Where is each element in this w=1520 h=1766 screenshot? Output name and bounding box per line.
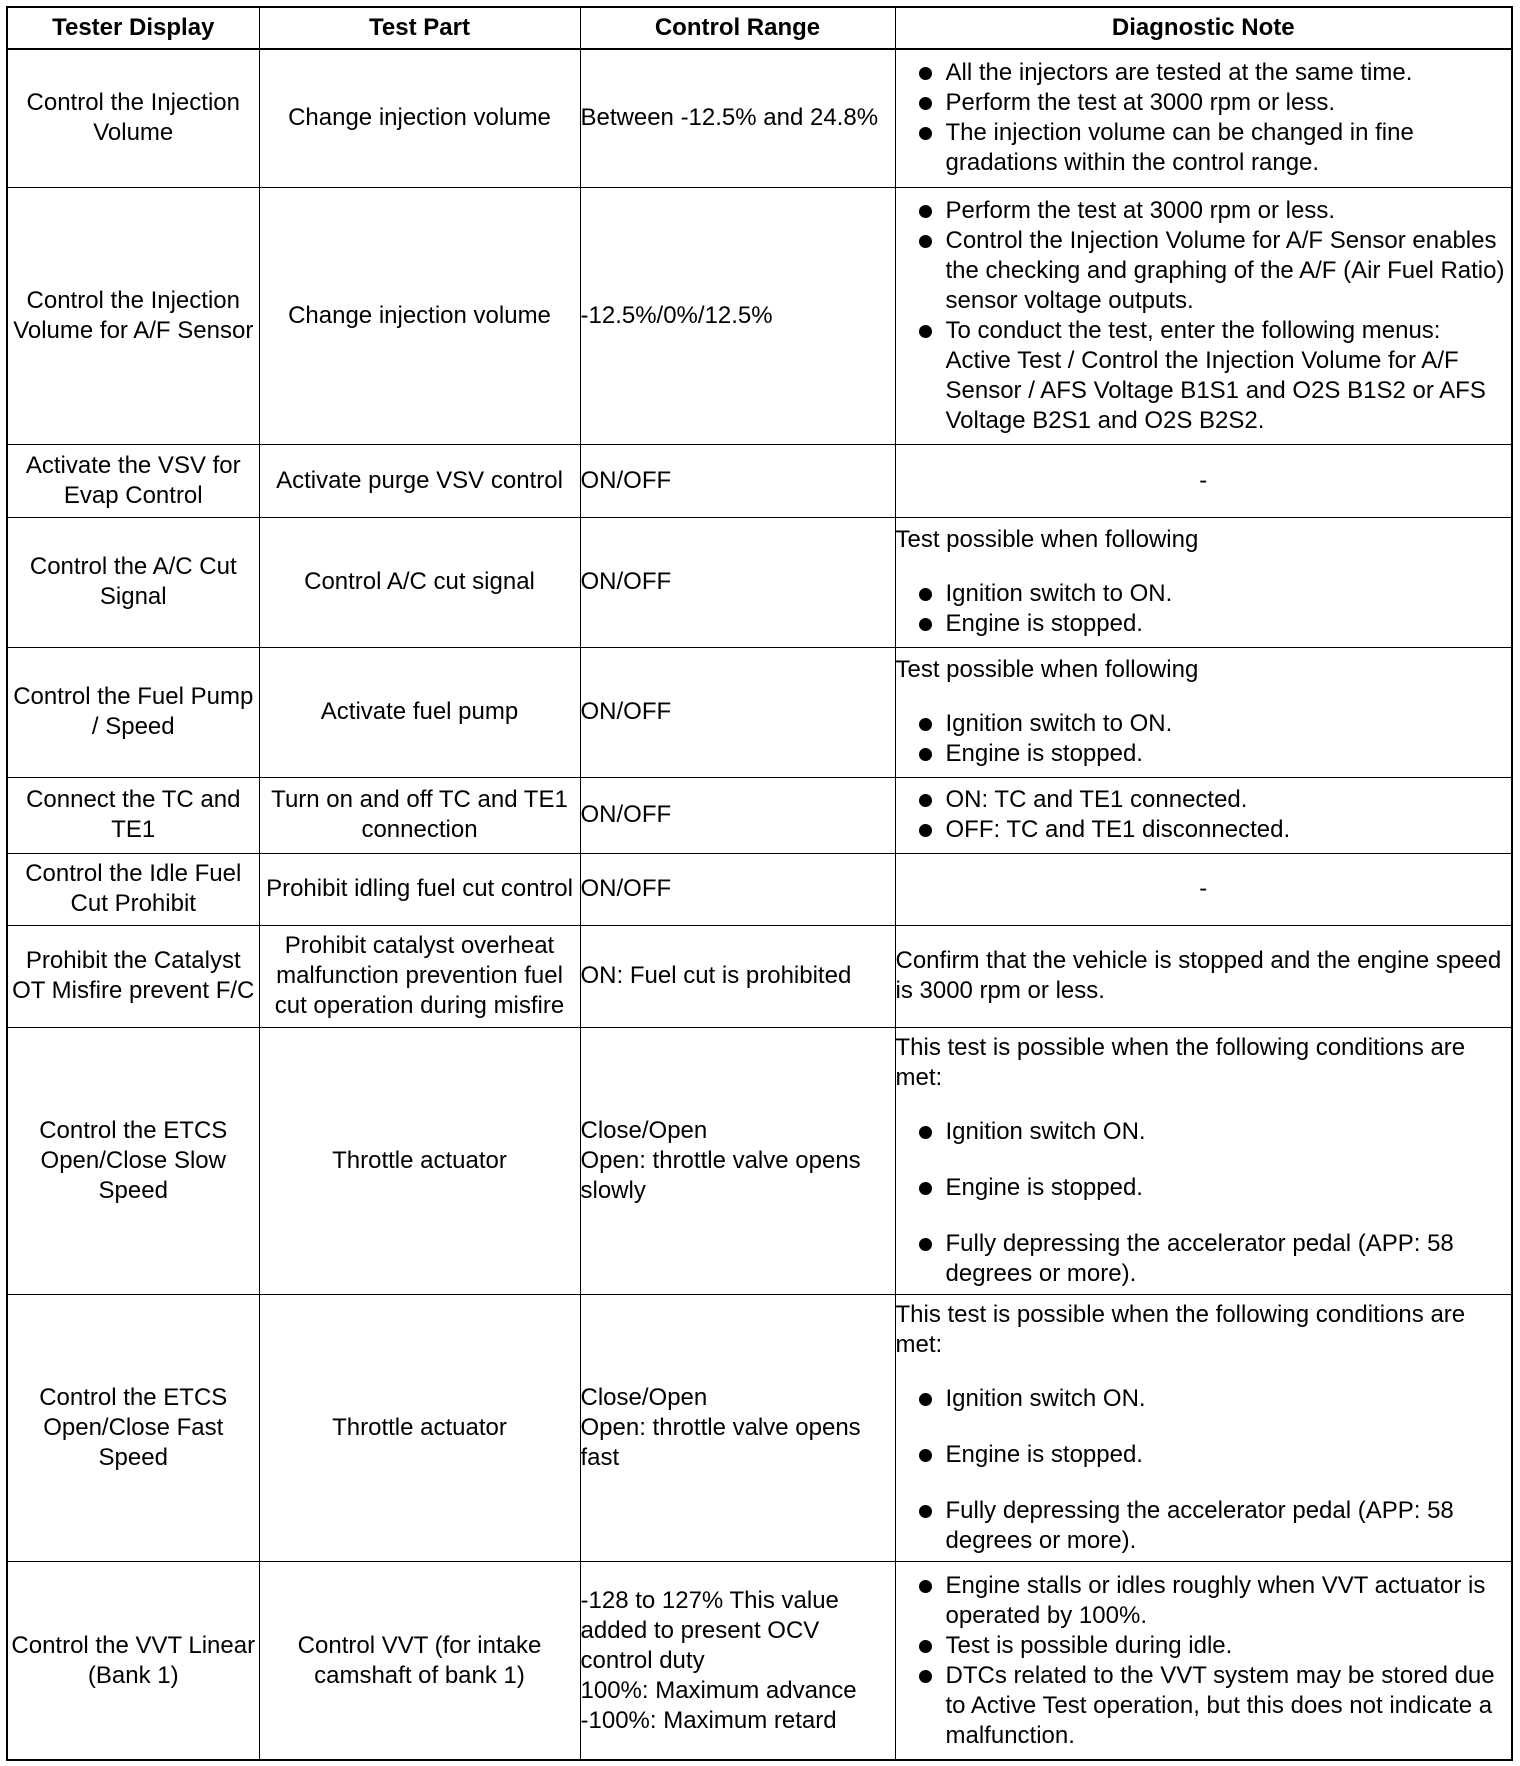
test-part-cell: Control VVT (for intake camshaft of bank 1) bbox=[259, 1562, 580, 1760]
note-bullet-list bbox=[896, 1117, 1512, 1289]
diagnostic-note-cell bbox=[895, 777, 1512, 853]
test-part-cell: Change injection volume bbox=[259, 187, 580, 444]
test-part-cell: Throttle actuator bbox=[259, 1295, 580, 1562]
note-intro: Test possible when following bbox=[895, 526, 1199, 554]
control-range-cell: -128 to 127% This value added to present OCV control duty 100%: Maximum advance -100%: Maximum retard bbox=[580, 1562, 895, 1760]
control-range-cell: Close/Open Open: throttle valve opens slowly bbox=[580, 1027, 895, 1294]
note-bullet-list bbox=[896, 785, 1512, 845]
table-row bbox=[7, 444, 1512, 517]
diagnostic-note-cell bbox=[895, 1027, 1512, 1294]
control-range-cell: ON: Fuel cut is prohibited bbox=[580, 925, 895, 1027]
control-range-cell: ON/OFF bbox=[580, 777, 895, 853]
tester-display-cell: Control the Fuel Pump / Speed bbox=[7, 647, 259, 777]
header-control-range: Control Range bbox=[580, 7, 895, 49]
test-part-cell: Change injection volume bbox=[259, 49, 580, 187]
table-row bbox=[7, 1027, 1512, 1294]
tester-display-cell: Activate the VSV for Evap Control bbox=[7, 444, 259, 517]
note-bullet-list bbox=[896, 58, 1512, 178]
note-bullet: DTCs related to the VVT system may be stored due to Active Test operation, but this does not indicate a malfunction. bbox=[896, 1661, 1512, 1751]
test-part-cell: Throttle actuator bbox=[259, 1027, 580, 1294]
note-bullet: All the injectors are tested at the same time. bbox=[896, 58, 1512, 88]
test-part-cell: Control A/C cut signal bbox=[259, 517, 580, 647]
note-bullet: Control the Injection Volume for A/F Sensor enables the checking and graphing of the A/F (Air Fuel Ratio) sensor voltage outputs. bbox=[896, 226, 1512, 316]
test-part-cell: Prohibit catalyst overheat malfunction prevention fuel cut operation during misfire bbox=[259, 925, 580, 1027]
diagnostic-note-cell: - bbox=[895, 444, 1512, 517]
note-bullet: Perform the test at 3000 rpm or less. bbox=[896, 196, 1512, 226]
note-intro: Test possible when following bbox=[895, 656, 1199, 684]
tester-display-cell: Prohibit the Catalyst OT Misfire prevent F/C bbox=[7, 925, 259, 1027]
control-range-cell: Close/Open Open: throttle valve opens fast bbox=[580, 1295, 895, 1562]
diagnostic-note-cell bbox=[895, 1562, 1512, 1760]
table-row bbox=[7, 1295, 1512, 1562]
header-diagnostic-note: Diagnostic Note bbox=[895, 7, 1512, 49]
tester-display-cell: Connect the TC and TE1 bbox=[7, 777, 259, 853]
note-bullet-list bbox=[896, 1571, 1512, 1751]
note-bullet: Perform the test at 3000 rpm or less. bbox=[896, 88, 1512, 118]
header-tester-display: Tester Display bbox=[7, 7, 259, 49]
note-intro: This test is possible when the following conditions are met: bbox=[895, 1034, 1466, 1092]
note-bullet-list bbox=[896, 709, 1512, 769]
control-range-cell: ON/OFF bbox=[580, 444, 895, 517]
test-part-cell: Prohibit idling fuel cut control bbox=[259, 853, 580, 925]
note-bullet: Ignition switch ON. bbox=[896, 1384, 1512, 1414]
test-part-cell: Activate fuel pump bbox=[259, 647, 580, 777]
active-test-table bbox=[6, 6, 1513, 1761]
table-row bbox=[7, 925, 1512, 1027]
note-bullet: To conduct the test, enter the following menus: Active Test / Control the Injection Volume for A/F Sensor / AFS Voltage B1S1 and O2S B1S2 or AFS Voltage B2S1 and O2S B2S2. bbox=[896, 316, 1512, 436]
test-part-cell: Activate purge VSV control bbox=[259, 444, 580, 517]
tester-display-cell: Control the ETCS Open/Close Fast Speed bbox=[7, 1295, 259, 1562]
note-bullet: Ignition switch ON. bbox=[896, 1117, 1512, 1147]
note-bullet: Fully depressing the accelerator pedal (APP: 58 degrees or more). bbox=[896, 1496, 1512, 1556]
table-row bbox=[7, 777, 1512, 853]
tester-display-cell: Control the VVT Linear (Bank 1) bbox=[7, 1562, 259, 1760]
note-bullet: Ignition switch to ON. bbox=[896, 709, 1512, 739]
note-bullet: Fully depressing the accelerator pedal (APP: 58 degrees or more). bbox=[896, 1229, 1512, 1289]
note-bullet: Engine is stopped. bbox=[896, 609, 1512, 639]
table-row bbox=[7, 49, 1512, 187]
tester-display-cell: Control the ETCS Open/Close Slow Speed bbox=[7, 1027, 259, 1294]
control-range-cell: -12.5%/0%/12.5% bbox=[580, 187, 895, 444]
note-bullet: OFF: TC and TE1 disconnected. bbox=[896, 815, 1512, 845]
diagnostic-note-cell bbox=[895, 517, 1512, 647]
diagnostic-note-cell: Confirm that the vehicle is stopped and the engine speed is 3000 rpm or less. bbox=[895, 925, 1512, 1027]
control-range-cell: Between -12.5% and 24.8% bbox=[580, 49, 895, 187]
tester-display-cell: Control the Injection Volume bbox=[7, 49, 259, 187]
note-bullet: Ignition switch to ON. bbox=[896, 579, 1512, 609]
table-row bbox=[7, 647, 1512, 777]
diagnostic-note-cell: - bbox=[895, 853, 1512, 925]
table-row bbox=[7, 517, 1512, 647]
diagnostic-note-cell bbox=[895, 49, 1512, 187]
diagnostic-note-cell bbox=[895, 1295, 1512, 1562]
note-intro: This test is possible when the following conditions are met: bbox=[895, 1301, 1466, 1359]
header-test-part: Test Part bbox=[259, 7, 580, 49]
note-bullet-list bbox=[896, 196, 1512, 436]
note-bullet: Engine is stopped. bbox=[896, 739, 1512, 769]
table-row bbox=[7, 187, 1512, 444]
tester-display-cell: Control the Injection Volume for A/F Sensor bbox=[7, 187, 259, 444]
diagnostic-note-cell bbox=[895, 647, 1512, 777]
note-bullet: Engine stalls or idles roughly when VVT actuator is operated by 100%. bbox=[896, 1571, 1512, 1631]
control-range-cell: ON/OFF bbox=[580, 853, 895, 925]
tester-display-cell: Control the A/C Cut Signal bbox=[7, 517, 259, 647]
table-header-row bbox=[7, 7, 1512, 49]
note-bullet: Engine is stopped. bbox=[896, 1173, 1512, 1203]
note-bullet-list bbox=[896, 1384, 1512, 1556]
note-bullet: ON: TC and TE1 connected. bbox=[896, 785, 1512, 815]
control-range-cell: ON/OFF bbox=[580, 647, 895, 777]
note-bullet: The injection volume can be changed in fine gradations within the control range. bbox=[896, 118, 1512, 178]
note-bullet-list bbox=[896, 579, 1512, 639]
note-bullet: Test is possible during idle. bbox=[896, 1631, 1512, 1661]
note-bullet: Engine is stopped. bbox=[896, 1440, 1512, 1470]
tester-display-cell: Control the Idle Fuel Cut Prohibit bbox=[7, 853, 259, 925]
test-part-cell: Turn on and off TC and TE1 connection bbox=[259, 777, 580, 853]
control-range-cell: ON/OFF bbox=[580, 517, 895, 647]
diagnostic-note-cell bbox=[895, 187, 1512, 444]
table-row bbox=[7, 1562, 1512, 1760]
table-row bbox=[7, 853, 1512, 925]
